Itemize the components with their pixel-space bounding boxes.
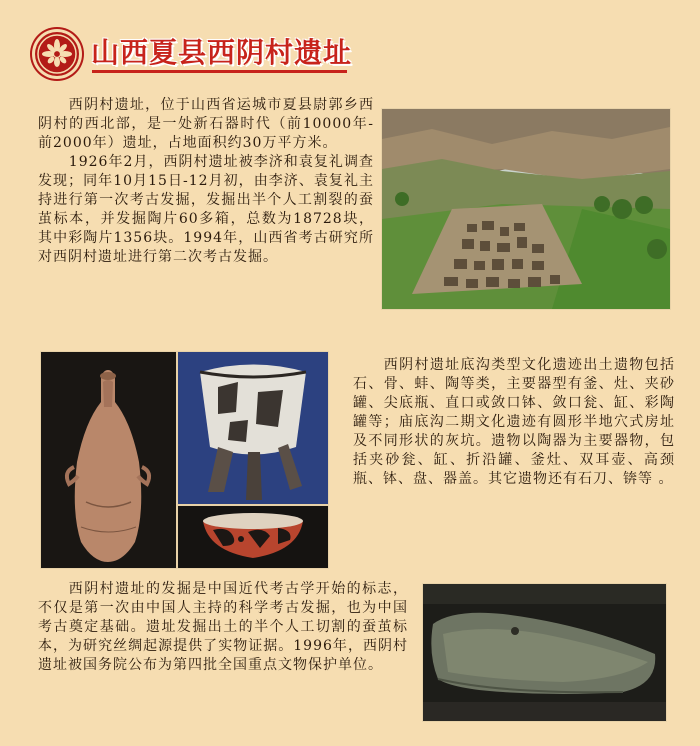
relics-paragraph [353, 356, 675, 489]
tripod-pottery-photo [177, 351, 329, 505]
intro-text [38, 96, 374, 267]
excavation-site-photo [381, 108, 671, 310]
red-floral-emblem-icon [35, 32, 79, 76]
intro-paragraph-2: 1926年2月，西阴村遗址被李济和袁复礼调查发现；同年10月15日-12月初，由李济、袁复礼主持进行第一次考古发掘，发掘出半个人工割裂的蚕茧标本，并发掘陶片60多箱，总数为18728块，其中彩陶片1356块。1994年，山西省考古研究所对西阴村遗址进行第二次考古发掘。 [38, 154, 374, 265]
stone-knife-photo [422, 583, 667, 722]
intro-paragraph-1: 西阴村遗址，位于山西省运城市夏县尉郭乡西阴村的西北部，是一处新石器时代（前10000年-前2000年）遗址，占地面积约30万平方米。 [38, 97, 374, 151]
relics-text: 西阴村遗址底沟类型文化遗迹出土遗物包括石、骨、蚌、陶等类，主要器型有釜、灶、夹砂罐、尖底瓶、直口或敛口钵、敛口瓮、缸、彩陶罐等；庙底沟二期文化遗迹有圆形半地穴式房址及不同形状的灰坑。遗物以陶器为主要器物，包括夹砂瓮、缸、折沿罐、釜灶、双耳壶、高颈瓶、钵、盘、器盖。其它遗物还有石刀、锛等 。 [353, 357, 675, 487]
page-title: 山西夏县西阴村遗址 [91, 36, 353, 69]
pointed-bottle-vase-photo [40, 351, 177, 569]
title-underline [92, 70, 347, 73]
significance-text: 西阴村遗址的发掘是中国近代考古学开始的标志，不仅是第一次由中国人主持的科学考古发掘，也为中国考古奠定基础。遗址发掘出土的半个人工切割的蚕茧标本，为研究丝绸起源提供了实物证据。1996年，西阴村遗址被国务院公布为第四批全国重点文物保护单位。 [38, 581, 408, 673]
significance-paragraph [38, 580, 408, 675]
painted-bowl-photo [177, 505, 329, 569]
